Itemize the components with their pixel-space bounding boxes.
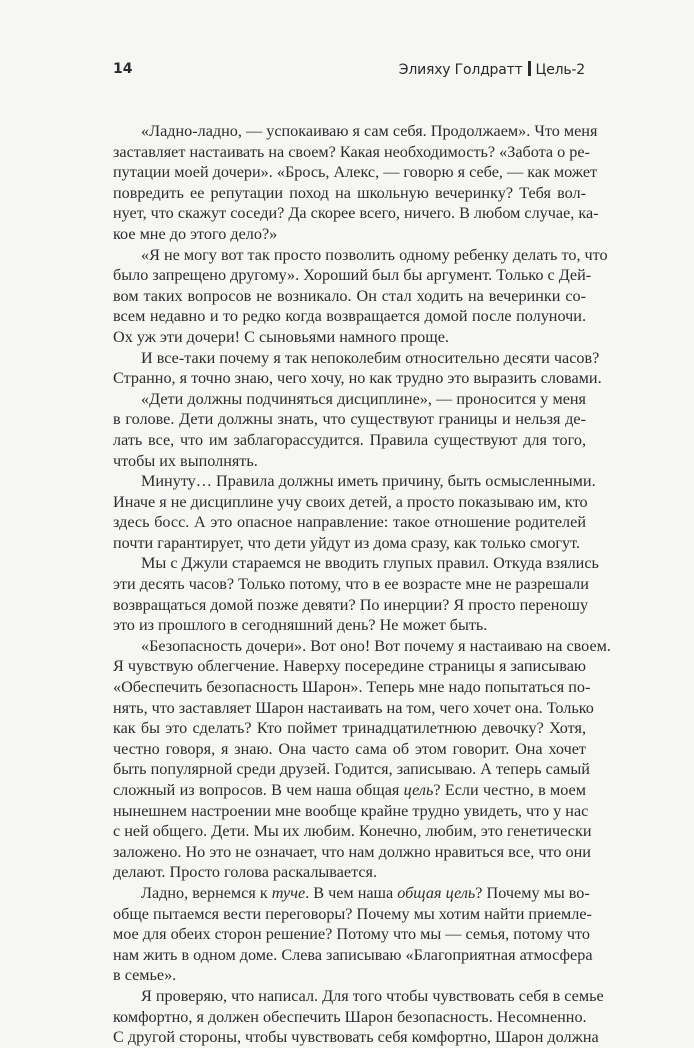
- paragraph: [113, 636, 611, 883]
- text-line: чтобы их выполнять.: [113, 451, 258, 470]
- running-header: [113, 58, 585, 82]
- text-line: «Дети должны подчиняться дисциплине», — проносится у меня: [141, 389, 586, 408]
- text-line: Я проверяю, что написал. Для того чтобы чувствовать себя в семье: [141, 986, 604, 1005]
- text-line: лать все, что им заблагорассудится. Правила существуют для того,: [113, 430, 586, 449]
- text-line: Я чувствую облегчение. Наверху посередине страницы я записываю: [113, 657, 586, 676]
- text-line: И все-таки почему я так непоколебим относительно десяти часов?: [141, 348, 600, 367]
- paragraph: [113, 245, 608, 348]
- text-line: Странно, я точно знаю, чего хочу, но как трудно это выразить словами.: [113, 369, 602, 388]
- paragraph: [113, 348, 602, 389]
- separator-bar: [528, 61, 531, 76]
- paragraph: [113, 471, 596, 553]
- text-line: в голове. Дети должны знать, что существуют границы и нельзя де-: [113, 410, 586, 429]
- text-line: делают. Просто голова раскалывается.: [113, 863, 378, 882]
- paragraph: [113, 389, 586, 471]
- paragraph: [113, 883, 593, 986]
- running-head: [399, 61, 585, 78]
- text-line: нует, что скажут соседи? Да скорее всего, ничего. В любом случае, ка-: [113, 204, 599, 223]
- text-line: заставляет настаивать на своем? Какая необходимость? «Забота о ре-: [113, 142, 590, 161]
- text-line: путации моей дочери». «Брось, Алекс, — говорю я себе, — как может: [113, 163, 598, 182]
- text-line: Ладно, вернемся к туче. В чем наша общая цель? Почему мы во-: [141, 883, 590, 902]
- text-line: нам жить в одном доме. Слева записываю «Благоприятная атмосфера: [113, 945, 593, 964]
- text-line: комфортно, я должен обеспечить Шарон безопасность. Несомненно.: [113, 1007, 587, 1026]
- author-name: Элияху Голдратт: [398, 62, 523, 78]
- text-line: заложено. Но это не означает, что нам должно нравиться все, что они: [113, 842, 591, 861]
- text-line: нять, что заставляет Шарон настаивать на том, чего хочет она. Только: [113, 698, 594, 717]
- text-line: «Ладно-ладно, — успокаиваю я сам себя. Продолжаем». Что меня: [141, 122, 598, 140]
- text-line: как бы это сделать? Кто поймет тринадцатилетнюю девочку? Хотя,: [113, 719, 586, 738]
- text-line: повредить ее репутации поход на школьную вечеринку? Тебя вол-: [113, 183, 586, 202]
- text-line: с ней общего. Дети. Мы их любим. Конечно, любим, это генетически: [113, 822, 592, 841]
- italic-emphasis: туче: [271, 883, 306, 902]
- text-line: в семье».: [113, 966, 177, 985]
- text-line: Ох уж эти дочери! С сыновьями намного проще.: [113, 327, 449, 346]
- body-text: [113, 121, 611, 1048]
- text-line: мое для обеих сторон решение? Потому что мы — семья, потому что: [113, 925, 590, 944]
- text-line: быть популярной среди друзей. Годится, записываю. А теперь самый: [113, 760, 590, 779]
- paragraph: [113, 553, 599, 635]
- text-line: «Обеспечить безопасность Шарон». Теперь мне надо попытаться по-: [113, 678, 591, 697]
- text-line: нынешнем настроении мне вообще крайне трудно увидеть, что у нас: [113, 801, 589, 820]
- text-line: кое мне до этого дело?»: [113, 224, 278, 243]
- text-line: всем недавно и то редко когда возвращается домой после полуночи.: [113, 307, 586, 326]
- book-title: Цель-2: [535, 62, 585, 78]
- text-line: эти десять часов? Только потому, что в ее возрасте мне не разрешали: [113, 575, 589, 594]
- text-line: почти гарантирует, что дети уйдут из дома сразу, как только смогут.: [113, 533, 581, 552]
- text-line: честно говоря, я знаю. Она часто сама об этом говорит. Она хочет: [113, 739, 586, 758]
- text-line: здесь босс. А это опасное направление: такое отношение родителей: [113, 513, 586, 532]
- page-number: 14: [113, 61, 133, 77]
- text-line: Минуту… Правила должны иметь причину, быть осмысленными.: [141, 472, 596, 491]
- italic-emphasis: цель: [403, 781, 434, 799]
- text-line: было запрещено другому». Хороший был бы аргумент. Только с Дей-: [113, 266, 592, 285]
- text-line: С другой стороны, чтобы чувствовать себя комфортно, Шарон должна: [113, 1028, 599, 1047]
- paragraph: [113, 986, 604, 1048]
- text-line: вом таких вопросов не возникало. Он стал ходить на вечеринки со-: [113, 286, 586, 305]
- text-line: возвращаться домой позже девяти? По инерции? Я просто переношу: [113, 595, 589, 614]
- text-line: Иначе я не дисциплине учу своих детей, а просто показываю им, кто: [113, 492, 588, 511]
- text-line: «Безопасность дочери». Вот оно! Вот почему я настаиваю на своем.: [141, 636, 611, 655]
- text-line: обще пытаемся вести переговоры? Почему мы хотим найти приемле-: [113, 904, 592, 923]
- paragraph: [113, 121, 599, 245]
- text-line: это из прошлого в сегодняшний день? Не может быть.: [113, 616, 488, 635]
- text-line: сложный из вопросов. В чем наша общая цель? Если честно, в моем: [113, 781, 586, 799]
- italic-emphasis: общая цель: [397, 883, 476, 902]
- text-line: Мы с Джули стараемся не вводить глупых правил. Откуда взялись: [141, 554, 599, 573]
- text-line: «Я не могу вот так просто позволить одному ребенку делать то, что: [141, 245, 608, 264]
